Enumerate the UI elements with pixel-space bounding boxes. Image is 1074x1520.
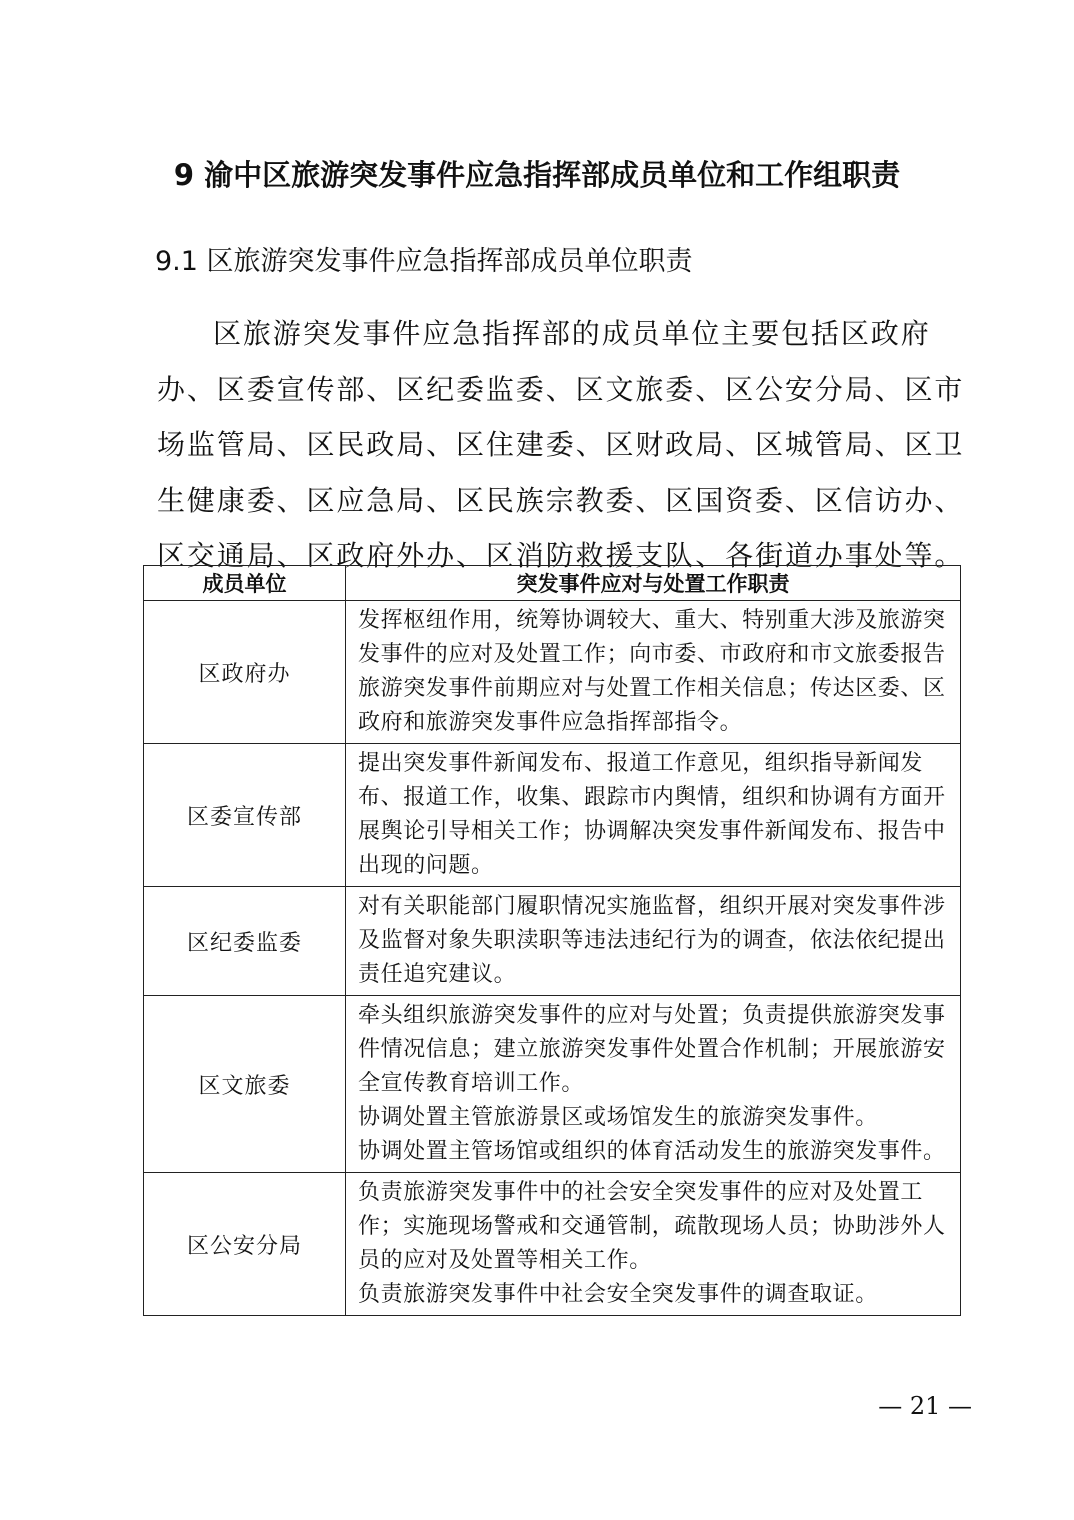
duty-text: 提出突发事件新闻发布、报道工作意见，组织指导新闻发布、报道工作，收集、跟踪市内舆情，组织和协调有方面开展舆论引导相关工作；协调解决突发事件新闻发布、报告中出现的问题。 — [358, 751, 946, 878]
unit-cell: 区政府办 — [144, 601, 346, 744]
unit-cell: 区纪委监委 — [144, 887, 346, 996]
duty-text: 负责旅游突发事件中的社会安全突发事件的应对及处置工作；实施现场警戒和交通管制，疏散现场人员；协助涉外人员的应对及处置等相关工作。 — [358, 1180, 946, 1273]
table-row — [144, 744, 961, 887]
unit-cell: 区文旅委 — [144, 996, 346, 1173]
duty-text: 对有关职能部门履职情况实施监督，组织开展对突发事件涉及监督对象失职渎职等违法违纪行为的调查，依法依纪提出责任追究建议。 — [358, 894, 946, 987]
table-header-row — [144, 566, 961, 601]
header-duties: 突发事件应对与处置工作职责 — [346, 566, 961, 601]
duty-cell — [346, 887, 961, 996]
duty-cell — [346, 601, 961, 744]
table-row — [144, 887, 961, 996]
unit-cell: 区委宣传部 — [144, 744, 346, 887]
duty-cell — [346, 1173, 961, 1316]
table-row — [144, 996, 961, 1173]
table-row — [144, 601, 961, 744]
duty-text: 负责旅游突发事件中社会安全突发事件的调查取证。 — [358, 1282, 878, 1307]
duty-text: 协调处置主管场馆或组织的体育活动发生的旅游突发事件。 — [358, 1139, 946, 1164]
duty-text: 协调处置主管旅游景区或场馆发生的旅游突发事件。 — [358, 1105, 878, 1130]
header-member-unit: 成员单位 — [144, 566, 346, 601]
unit-cell: 区公安分局 — [144, 1173, 346, 1316]
table-row — [144, 1173, 961, 1316]
duty-text: 牵头组织旅游突发事件的应对与处置；负责提供旅游突发事件情况信息；建立旅游突发事件处置合作机制；开展旅游安全宣传教育培训工作。 — [358, 1003, 946, 1096]
duty-cell — [346, 744, 961, 887]
page-number: — 21 — — [878, 1392, 972, 1420]
member-duty-table — [143, 565, 961, 1316]
subsection-heading: 9.1 区旅游突发事件应急指挥部成员单位职责 — [155, 246, 693, 277]
duty-text: 发挥枢纽作用，统筹协调较大、重大、特别重大涉及旅游突发事件的应对及处置工作；向市委、市政府和市文旅委报告旅游突发事件前期应对与处置工作相关信息；传达区委、区政府和旅游突发事件应急指挥部指令。 — [358, 608, 946, 735]
section-heading: 9 渝中区旅游突发事件应急指挥部成员单位和工作组职责 — [173, 158, 901, 192]
duty-cell — [346, 996, 961, 1173]
intro-paragraph: 区旅游突发事件应急指挥部的成员单位主要包括区政府办、区委宣传部、区纪委监委、区文旅委、区公安分局、区市场监管局、区民政局、区住建委、区财政局、区城管局、区卫生健康委、区应急局、区民族宗教委、区国资委、区信访办、区交通局、区政府外办、区消防救援支队、各街道办事处等。 — [157, 317, 965, 572]
